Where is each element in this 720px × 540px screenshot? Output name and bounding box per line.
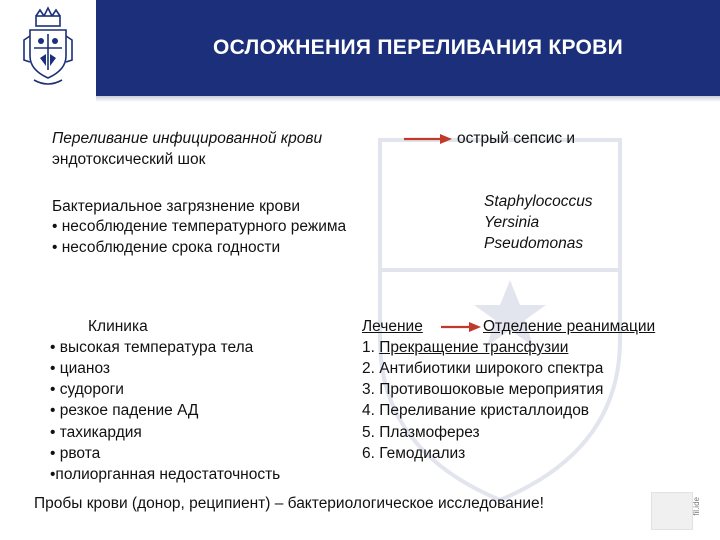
header-shadow [96, 96, 720, 102]
corner-mark: fil.ide [692, 497, 701, 516]
infected-blood-text: Переливание инфицированной крови [52, 130, 323, 147]
endotoxic-shock-text: эндотоксический шок [52, 151, 206, 168]
bacterial-item: • несоблюдение температурного режима [52, 218, 347, 235]
sepsis-text: острый сепсис и [457, 130, 576, 147]
clinic-item: • судороги [50, 381, 124, 398]
treatment-heading: Лечение [362, 318, 423, 335]
corner-box [651, 492, 693, 530]
bacterial-item: • несоблюдение срока годности [52, 239, 281, 256]
page-title: ОСЛОЖНЕНИЯ ПЕРЕЛИВАНИЯ КРОВИ [212, 36, 624, 59]
organism-name: Pseudomonas [484, 235, 584, 252]
blood-test-note: Пробы крови (донор, реципиент) – бактериологическое исследование! [34, 495, 544, 512]
university-crest-icon [0, 0, 96, 100]
arrow-right-icon [439, 320, 483, 334]
logo-area [0, 0, 96, 100]
treatment-item-number: 1. [362, 339, 380, 356]
clinic-item: • высокая температура тела [50, 339, 254, 356]
clinic-item: • резкое падение АД [50, 402, 199, 419]
organism-name: Yersinia [484, 214, 540, 231]
header-bar [96, 0, 720, 96]
treatment-item: 6. Гемодиализ [362, 445, 466, 462]
treatment-item: 2. Антибиотики широкого спектра [362, 360, 604, 377]
treatment-item [362, 337, 568, 358]
clinic-item: •полиорганная недостаточность [50, 466, 281, 483]
clinic-item: • рвота [50, 445, 101, 462]
bacterial-heading: Бактериальное загрязнение крови [52, 198, 300, 215]
arrow-right-icon [402, 132, 454, 146]
treatment-item: 4. Переливание кристаллоидов [362, 402, 590, 419]
treatment-item: 5. Плазмоферез [362, 424, 480, 441]
treatment-item: 3. Противошоковые мероприятия [362, 381, 604, 398]
clinic-heading: Клиника [88, 318, 148, 335]
icu-text: Отделение реанимации [483, 318, 656, 335]
organism-name: Staphylococcus [484, 193, 593, 210]
treatment-item-text: Прекращение трансфузии [379, 339, 569, 356]
clinic-item: • цианоз [50, 360, 111, 377]
clinic-item: • тахикардия [50, 424, 142, 441]
